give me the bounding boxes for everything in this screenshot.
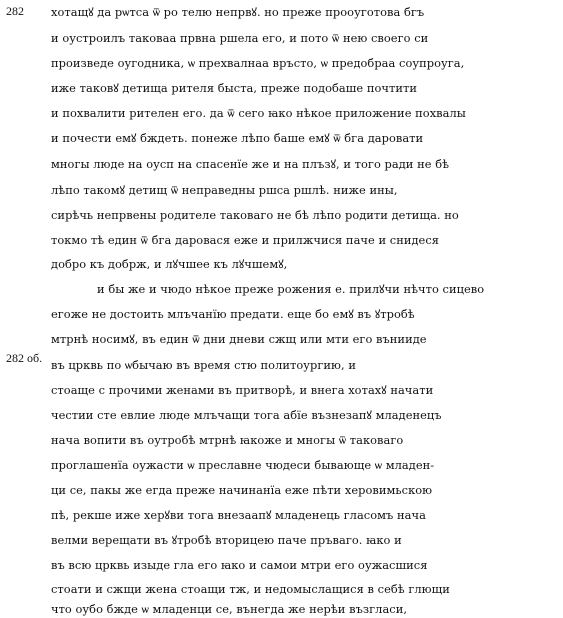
text-line: проглашенїа оужасти ѡ преславне чюдеси бывающе ѡ младен- [51, 458, 435, 472]
text-line: сирѣчь непрвены родителе таковаго не бѣ лѣпо родити детища. но [51, 208, 459, 222]
text-line: мтрнѣ носимꙋ, въ един ѿ дни дневи сжщ или мти его вънииде [51, 332, 427, 346]
text-line: что оубо бжде ѡ младенци се, вънегда же нерѣи възгласи, [51, 602, 408, 616]
text-line: многы люде на оусп на спасенїе же и на плъзꙋ, и того ради не бѣ [51, 157, 450, 171]
text-line: честии сте евлие люде млъчащи тога абїе възнезапꙋ младенецъ [51, 408, 442, 422]
text-line: произведе оугодника, ѡ прехвалнаа връсто, ѡ предобраа соупроуга, [51, 56, 465, 70]
text-line: егоже не достоить млъчанїю предати. еще бо емꙋ въ ꙋтробѣ [51, 307, 415, 321]
text-line: пѣ, рекше иже херꙋви тога внезаапꙋ младенець гласомъ нача [51, 508, 426, 522]
page-number-282: 282 [6, 4, 24, 18]
text-line: и похвалити рителен его. да ѿ сего ꙗко нѣкое приложение похвалы [51, 106, 466, 120]
text-line: стоати и сжщи жена стоащи тж, и недомыслащися в себѣ глющи [51, 582, 450, 596]
text-line: иже таковꙋ детища рителя быста, преже подобаше почтити [51, 81, 417, 95]
text-line: ци се, пакы же егда преже начинанїа еже пѣти херовимьскою [51, 483, 433, 497]
text-line: лѣпо такомꙋ детищ ѿ неправедны ршса ршлѣ. ниже ины, [51, 183, 398, 197]
text-line: и бы же и чюдо нѣкое преже рожения е. прилꙋчи нѣчто сицево [97, 282, 485, 296]
text-line: добро къ добрж, и лꙋчшее къ лꙋчшемꙋ, [51, 257, 288, 271]
text-line: нача вопити въ оутробѣ мтрнѣ ꙗкоже и многы ѿ таковаго [51, 433, 404, 447]
text-line: и почести емꙋ бждеть. понеже лѣпо баше емꙋ ѿ бга даровати [51, 131, 424, 145]
text-line: велми верещати въ ꙋтробѣ вторицею паче пръваго. ꙗко и [51, 533, 402, 547]
text-line: токмо тѣ един ѿ бга даровася еже и прилжчися паче и снидеся [51, 233, 439, 247]
text-line: стоаще с прочими женами въ притворѣ, и внега хотахꙋ начати [51, 383, 434, 397]
text-line: въ црквь по ѡбычаю въ время стю политоургию, и [51, 358, 356, 372]
text-line: хотащꙋ да рѡтса ѿ ро телю непрвꙋ. но преже прооуготова бгъ [51, 5, 425, 19]
text-line: въ всю црквь изыде гла его ꙗко и самои мтри его оужасшися [51, 558, 428, 572]
text-line: и оустроилъ таковаа првна ршела его, и пото ѿ нею своего си [51, 31, 429, 45]
page-number-282-verso: 282 об. [6, 351, 43, 365]
